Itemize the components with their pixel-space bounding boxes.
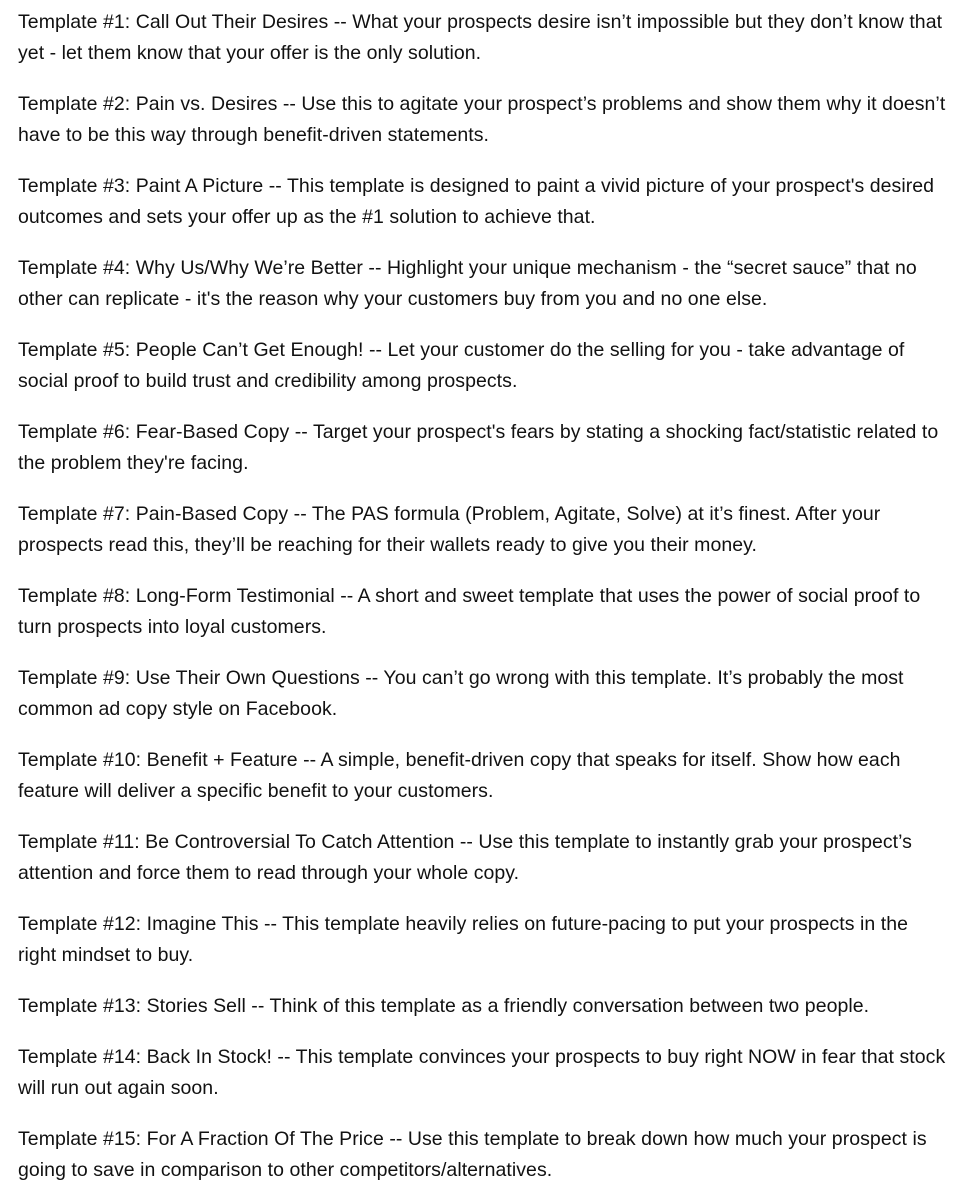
- template-entry-15: Template #15: For A Fraction Of The Price -- Use this template to break down how much your prospect is going to save in comparison to other competitors/alternatives.: [18, 1128, 927, 1181]
- template-entry-13: Template #13: Stories Sell -- Think of this template as a friendly conversation between two people.: [18, 995, 870, 1017]
- template-entry-3: Template #3: Paint A Picture -- This template is designed to paint a vivid picture of your prospect's desired outcomes and sets your offer up as the #1 solution to achieve that.: [18, 175, 935, 228]
- template-list: [18, 7, 946, 1186]
- template-entry-14: Template #14: Back In Stock! -- This template convinces your prospects to buy right NOW in fear that stock will run out again soon.: [18, 1046, 946, 1099]
- template-entry-1: Template #1: Call Out Their Desires -- What your prospects desire isn’t impossible but they don’t know that yet - let them know that your offer is the only solution.: [18, 11, 943, 64]
- template-entry-5: Template #5: People Can’t Get Enough! -- Let your customer do the selling for you - take advantage of social proof to build trust and credibility among prospects.: [18, 339, 905, 392]
- template-entry-11: Template #11: Be Controversial To Catch Attention -- Use this template to instantly grab your prospect’s attention and force them to read through your whole copy.: [18, 831, 912, 884]
- template-entry-10: Template #10: Benefit + Feature -- A simple, benefit-driven copy that speaks for itself. Show how each feature will deliver a specific benefit to your customers.: [18, 749, 901, 802]
- template-entry-8: Template #8: Long-Form Testimonial -- A short and sweet template that uses the power of social proof to turn prospects into loyal customers.: [18, 585, 921, 638]
- template-entry-2: Template #2: Pain vs. Desires -- Use this to agitate your prospect’s problems and show them why it doesn’t have to be this way through benefit-driven statements.: [18, 93, 946, 146]
- template-entry-9: Template #9: Use Their Own Questions -- You can’t go wrong with this template. It’s probably the most common ad copy style on Facebook.: [18, 667, 904, 720]
- template-entry-7: Template #7: Pain-Based Copy -- The PAS formula (Problem, Agitate, Solve) at it’s finest. After your prospects read this, they’ll be reaching for their wallets ready to give you their money.: [18, 503, 881, 556]
- template-entry-4: Template #4: Why Us/Why We’re Better -- Highlight your unique mechanism - the “secret sauce” that no other can replicate - it's the reason why your customers buy from you and no one else.: [18, 257, 917, 310]
- template-entry-12: Template #12: Imagine This -- This template heavily relies on future-pacing to put your prospects in the right mindset to buy.: [18, 913, 909, 966]
- template-entry-6: Template #6: Fear-Based Copy -- Target your prospect's fears by stating a shocking fact/statistic related to the problem they're facing.: [18, 421, 939, 474]
